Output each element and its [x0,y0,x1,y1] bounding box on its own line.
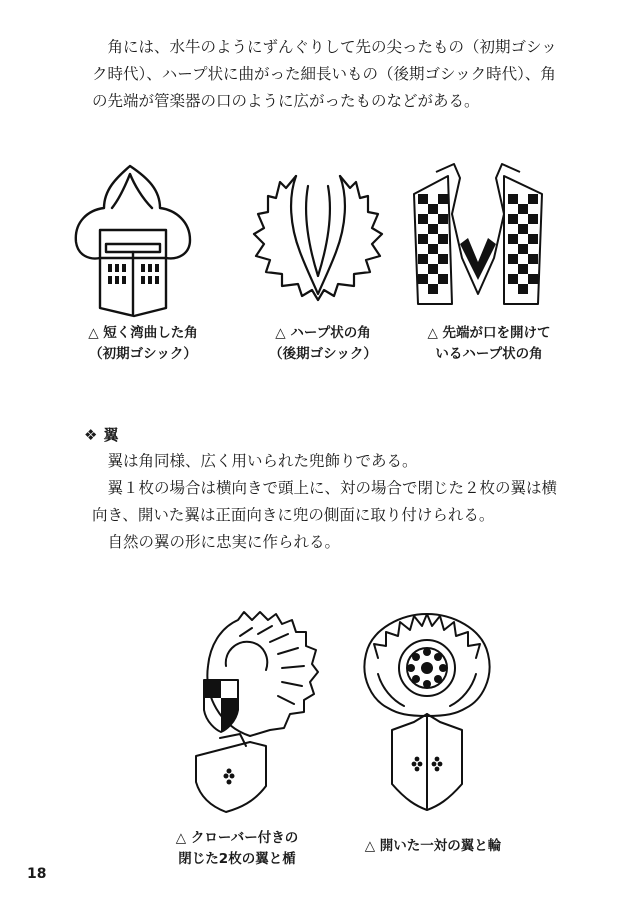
open-wings-and-wheel-illustration [352,604,502,814]
closed-wings-and-shield-illustration [180,606,320,816]
caption-fig1: △ 短く湾曲した角 （初期ゴシック） [88,325,198,362]
helmet-short-horns-illustration [68,160,198,318]
section-paragraph: 翼１枚の場合は横向きで頭上に、対の場合で閉じた２枚の翼は横向き、開いた翼は正面向きに兜の側面に取り付けられる。 [92,479,558,524]
section-paragraph: 翼は角同様、広く用いられた兜飾りである。 [107,452,418,470]
open-mouth-horns-illustration [408,154,548,314]
caption-fig5: △ 開いた一対の翼と輪 [364,838,502,854]
section-paragraph: 自然の翼の形に忠実に作られる。 [107,533,341,551]
caption-fig2: △ ハープ状の角 （後期ゴシック） [269,325,377,362]
diamond-bullet-icon: ❖ [84,426,98,444]
intro-text: 角には、水牛のようにずんぐりして先の尖ったもの（初期ゴシック時代）、ハープ状に曲がった細長いもの（後期ゴシック時代）、角の先端が管楽器の口のように広がったものなどがある。 [92,38,557,110]
section-title: 翼 [103,426,119,444]
section-body [92,448,562,556]
caption-fig3: △ 先端が口を開けて いるハープ状の角 [427,325,551,362]
caption-fig4: △ クローバー付きの 閉じた2枚の翼と楯 [175,830,299,867]
section-heading [84,424,118,445]
harp-shaped-horns-illustration [248,168,388,308]
page-number: 18 [27,866,47,882]
intro-paragraph [92,34,562,115]
